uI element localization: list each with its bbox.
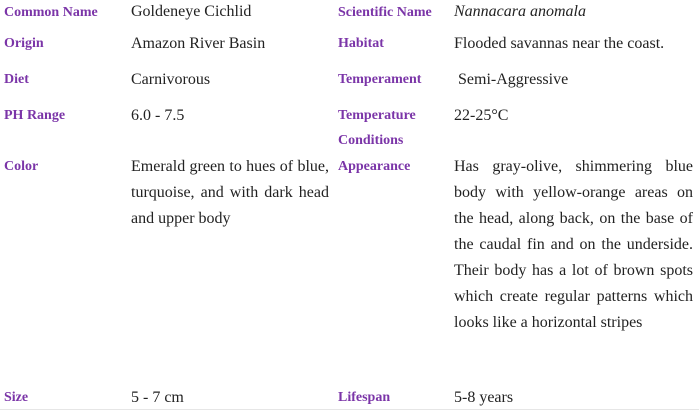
value-temperature-conditions: 22-25°C <box>454 107 509 124</box>
value-scientific-name: Nannacara anomala <box>454 3 586 20</box>
value-size: 5 - 7 cm <box>131 389 184 406</box>
value-lifespan: 5-8 years <box>454 389 514 406</box>
value-habitat: Flooded savannas near the coast. <box>454 35 665 52</box>
label-color: Color <box>4 159 39 174</box>
label-temperature-conditions: Temperature Conditions <box>338 108 416 148</box>
value-origin: Amazon River Basin <box>131 35 266 52</box>
table-bottom-divider <box>0 409 699 410</box>
label-appearance: Appearance <box>338 159 411 174</box>
value-ph-range: 6.0 - 7.5 <box>131 107 185 124</box>
label-ph-range: PH Range <box>4 108 66 123</box>
label-scientific-name: Scientific Name <box>338 5 432 20</box>
value-temperament: Semi-Aggressive <box>454 71 569 88</box>
label-origin: Origin <box>4 36 44 51</box>
label-temperament: Temperament <box>338 72 422 87</box>
value-common-name: Goldeneye Cichlid <box>131 3 252 20</box>
label-common-name: Common Name <box>4 5 98 20</box>
label-diet: Diet <box>4 72 29 87</box>
value-diet: Carnivorous <box>131 71 211 88</box>
label-habitat: Habitat <box>338 36 384 51</box>
label-lifespan: Lifespan <box>338 390 391 405</box>
value-appearance: Has gray-olive, shimmering blue body with yellow-orange areas on the head, along back, on the base of the caudal fin and on the underside. Their body has a lot of brown spots which create regular patterns which looks like a horizontal stripes <box>454 158 693 331</box>
value-color: Emerald green to hues of blue, turquoise, and with dark head and upper body <box>131 158 329 227</box>
label-size: Size <box>4 390 29 405</box>
